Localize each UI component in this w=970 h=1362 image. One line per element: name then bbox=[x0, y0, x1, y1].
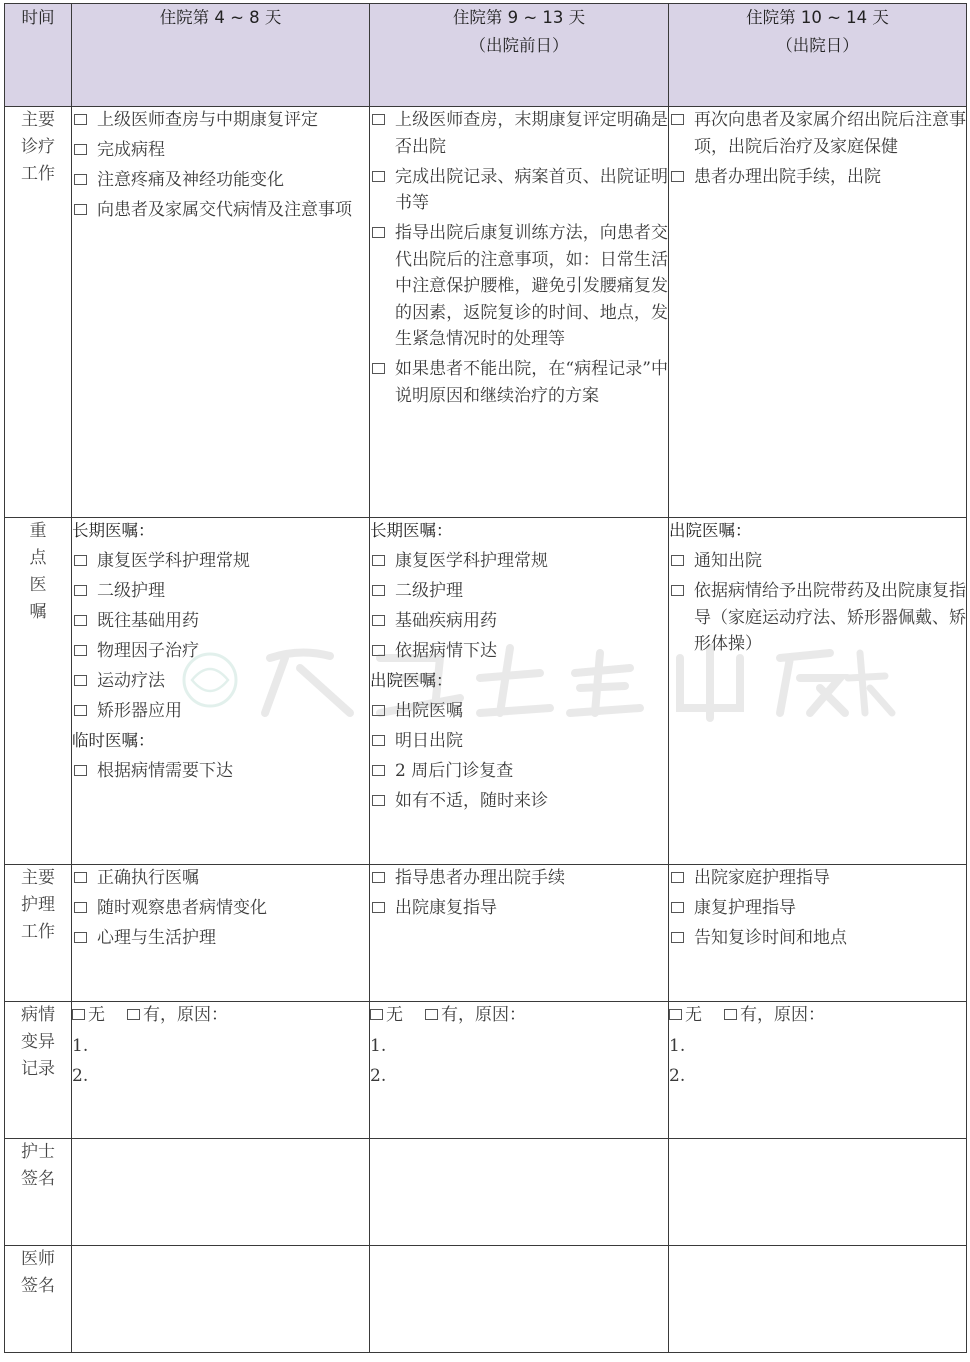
checkbox[interactable] bbox=[74, 204, 87, 215]
nurse-signature-col2[interactable] bbox=[370, 1139, 669, 1246]
day-4-8-label: 住院第 4 ~ 8 天 bbox=[159, 8, 282, 27]
variation-options: 无 有，原因： bbox=[72, 1002, 369, 1029]
discharge-orders-title: 出院医嘱： bbox=[370, 671, 453, 690]
checklist-item[interactable]: 康复医学科护理常规 bbox=[72, 548, 369, 575]
diagnosis-row bbox=[5, 107, 967, 518]
checklist-item[interactable]: 再次向患者及家属介绍出院后注意事项，出院后治疗及家庭保健 bbox=[669, 107, 966, 160]
nursing-col2 bbox=[370, 865, 669, 1002]
checkbox[interactable] bbox=[74, 645, 87, 656]
checklist-item[interactable]: 2 周后门诊复查 bbox=[370, 758, 668, 785]
checklist-item[interactable]: 出院康复指导 bbox=[370, 895, 668, 922]
checkbox[interactable] bbox=[671, 585, 684, 596]
checklist-item[interactable]: 既往基础用药 bbox=[72, 608, 369, 635]
checkbox[interactable] bbox=[372, 705, 385, 716]
temporary-orders-title: 临时医嘱： bbox=[72, 731, 155, 750]
diagnosis-row-header bbox=[5, 107, 72, 518]
checkbox[interactable] bbox=[372, 227, 385, 238]
long-term-orders-title: 长期医嘱： bbox=[370, 521, 453, 540]
checkbox[interactable] bbox=[74, 675, 87, 686]
day-9-13-header bbox=[370, 4, 669, 107]
checklist-item[interactable]: 告知复诊时间和地点 bbox=[669, 925, 966, 952]
checkbox[interactable] bbox=[671, 932, 684, 943]
checkbox[interactable] bbox=[74, 114, 87, 125]
checkbox[interactable] bbox=[74, 585, 87, 596]
checkbox[interactable] bbox=[671, 555, 684, 566]
clinical-pathway-table bbox=[4, 3, 967, 1353]
checklist-item[interactable]: 依据病情给予出院带药及出院康复指导（家庭运动疗法、矫形器佩戴、矫形体操） bbox=[669, 578, 966, 658]
orders-row-header bbox=[5, 518, 72, 865]
variation-col1 bbox=[72, 1002, 370, 1139]
long-term-orders-title: 长期医嘱： bbox=[72, 521, 155, 540]
checklist-item[interactable]: 二级护理 bbox=[72, 578, 369, 605]
variation-options: 无 有，原因： bbox=[669, 1002, 966, 1029]
checkbox[interactable] bbox=[671, 171, 684, 182]
checklist-item[interactable]: 心理与生活护理 bbox=[72, 925, 369, 952]
doctor-signature-label: 医师 签名 bbox=[21, 1249, 55, 1296]
doctor-signature-header bbox=[5, 1246, 72, 1353]
checklist-item[interactable]: 矫形器应用 bbox=[72, 698, 369, 725]
checkbox[interactable] bbox=[671, 902, 684, 913]
yes-checkbox[interactable] bbox=[127, 1009, 140, 1020]
doctor-signature-row bbox=[5, 1246, 967, 1353]
checklist-item[interactable]: 基础疾病用药 bbox=[370, 608, 668, 635]
variation-col2 bbox=[370, 1002, 669, 1139]
nurse-signature-col1[interactable] bbox=[72, 1139, 370, 1246]
checkbox[interactable] bbox=[372, 555, 385, 566]
checklist-item[interactable]: 指导患者办理出院手续 bbox=[370, 865, 668, 892]
day-10-14-header bbox=[669, 4, 967, 107]
none-checkbox[interactable] bbox=[72, 1009, 85, 1020]
header-row bbox=[5, 4, 967, 107]
variation-line-1[interactable]: 1. bbox=[370, 1035, 387, 1056]
variation-line-2[interactable]: 2. bbox=[669, 1066, 686, 1086]
checkbox[interactable] bbox=[74, 932, 87, 943]
checkbox[interactable] bbox=[372, 615, 385, 626]
checkbox[interactable] bbox=[372, 902, 385, 913]
checklist-item[interactable]: 正确执行医嘱 bbox=[72, 865, 369, 892]
orders-row-label: 重 点 医 嘱 bbox=[29, 521, 47, 622]
checklist-item[interactable]: 康复护理指导 bbox=[669, 895, 966, 922]
variation-row-header bbox=[5, 1002, 72, 1139]
checkbox[interactable] bbox=[671, 114, 684, 125]
none-checkbox[interactable] bbox=[370, 1009, 383, 1020]
checklist-item[interactable]: 上级医师查房，末期康复评定明确是否出院 bbox=[370, 107, 668, 160]
checklist-item[interactable]: 如果患者不能出院，在“病程记录”中说明原因和继续治疗的方案 bbox=[370, 356, 668, 409]
checklist-item[interactable]: 上级医师查房与中期康复评定 bbox=[72, 107, 369, 134]
checklist-item[interactable]: 出院家庭护理指导 bbox=[669, 865, 966, 892]
checklist-item[interactable]: 根据病情需要下达 bbox=[72, 758, 369, 785]
checklist-item[interactable]: 完成病程 bbox=[72, 137, 369, 164]
checkbox[interactable] bbox=[74, 902, 87, 913]
discharge-orders-title: 出院医嘱： bbox=[669, 521, 752, 540]
checklist-item[interactable]: 康复医学科护理常规 bbox=[370, 548, 668, 575]
none-checkbox[interactable] bbox=[669, 1009, 682, 1020]
checklist-item[interactable]: 向患者及家属交代病情及注意事项 bbox=[72, 197, 369, 224]
doctor-signature-col2[interactable] bbox=[370, 1246, 669, 1353]
checklist-item[interactable]: 如有不适，随时来诊 bbox=[370, 788, 668, 815]
checkbox[interactable] bbox=[372, 645, 385, 656]
variation-line-2[interactable]: 2. bbox=[72, 1066, 89, 1086]
doctor-signature-col3[interactable] bbox=[669, 1246, 967, 1353]
checklist-item[interactable]: 运动疗法 bbox=[72, 668, 369, 695]
pre-discharge-label: （出院前日） bbox=[469, 36, 569, 55]
orders-row bbox=[5, 518, 967, 865]
nurse-signature-header bbox=[5, 1139, 72, 1246]
orders-col3 bbox=[669, 518, 967, 865]
day-4-8-header bbox=[72, 4, 370, 107]
variation-line-1[interactable]: 1. bbox=[72, 1035, 89, 1056]
checkbox[interactable] bbox=[74, 765, 87, 776]
diagnosis-col3 bbox=[669, 107, 967, 518]
checklist-item[interactable]: 出院医嘱 bbox=[370, 698, 668, 725]
checklist-item[interactable]: 二级护理 bbox=[370, 578, 668, 605]
time-header bbox=[5, 4, 72, 107]
day-9-13-label: 住院第 9 ~ 13 天 bbox=[452, 8, 586, 27]
checkbox[interactable] bbox=[372, 363, 385, 374]
checkbox[interactable] bbox=[671, 872, 684, 883]
checkbox[interactable] bbox=[372, 171, 385, 182]
checklist-item[interactable]: 依据病情下达 bbox=[370, 638, 668, 665]
doctor-signature-col1[interactable] bbox=[72, 1246, 370, 1353]
nursing-col1 bbox=[72, 865, 370, 1002]
orders-col2 bbox=[370, 518, 669, 865]
diagnosis-col2 bbox=[370, 107, 669, 518]
checkbox[interactable] bbox=[74, 144, 87, 155]
variation-row-label: 病情 变异 记录 bbox=[21, 1005, 55, 1079]
nursing-row bbox=[5, 865, 967, 1002]
yes-checkbox[interactable] bbox=[724, 1009, 737, 1020]
yes-checkbox[interactable] bbox=[425, 1009, 438, 1020]
variation-options: 无 有，原因： bbox=[370, 1002, 668, 1029]
diagnosis-row-label: 主要 诊疗 工作 bbox=[21, 110, 55, 184]
checklist-item[interactable]: 完成出院记录、病案首页、出院证明书等 bbox=[370, 164, 668, 217]
discharge-day-label: （出院日） bbox=[776, 36, 859, 55]
day-10-14-label: 住院第 10 ~ 14 天 bbox=[746, 8, 889, 27]
nursing-col3 bbox=[669, 865, 967, 1002]
checklist-item[interactable]: 随时观察患者病情变化 bbox=[72, 895, 369, 922]
nursing-row-label: 主要 护理 工作 bbox=[21, 868, 55, 942]
variation-line-2[interactable]: 2. bbox=[370, 1066, 387, 1086]
diagnosis-col1 bbox=[72, 107, 370, 518]
checklist-item[interactable]: 通知出院 bbox=[669, 548, 966, 575]
checklist-item[interactable]: 指导出院后康复训练方法，向患者交代出院后的注意事项，如：日常生活中注意保护腰椎，避免引发腰痛复发的因素，返院复诊的时间、地点，发生紧急情况时的处理等 bbox=[370, 220, 668, 353]
checkbox[interactable] bbox=[74, 705, 87, 716]
checklist-item[interactable]: 明日出院 bbox=[370, 728, 668, 755]
variation-col3 bbox=[669, 1002, 967, 1139]
nurse-signature-col3[interactable] bbox=[669, 1139, 967, 1246]
checkbox[interactable] bbox=[74, 174, 87, 185]
checklist-item[interactable]: 注意疼痛及神经功能变化 bbox=[72, 167, 369, 194]
checkbox[interactable] bbox=[74, 615, 87, 626]
orders-col1 bbox=[72, 518, 370, 865]
checkbox[interactable] bbox=[372, 872, 385, 883]
checkbox[interactable] bbox=[372, 765, 385, 776]
nurse-signature-row bbox=[5, 1139, 967, 1246]
checkbox[interactable] bbox=[372, 735, 385, 746]
checklist-item[interactable]: 患者办理出院手续，出院 bbox=[669, 164, 966, 191]
variation-line-1[interactable]: 1. bbox=[669, 1035, 686, 1056]
checkbox[interactable] bbox=[74, 555, 87, 566]
checkbox[interactable] bbox=[74, 872, 87, 883]
checkbox[interactable] bbox=[372, 795, 385, 806]
nurse-signature-label: 护士 签名 bbox=[21, 1142, 55, 1189]
variation-row bbox=[5, 1002, 967, 1139]
time-label: 时间 bbox=[21, 8, 55, 27]
checkbox[interactable] bbox=[372, 585, 385, 596]
nursing-row-header bbox=[5, 865, 72, 1002]
checklist-item[interactable]: 物理因子治疗 bbox=[72, 638, 369, 665]
checkbox[interactable] bbox=[372, 114, 385, 125]
